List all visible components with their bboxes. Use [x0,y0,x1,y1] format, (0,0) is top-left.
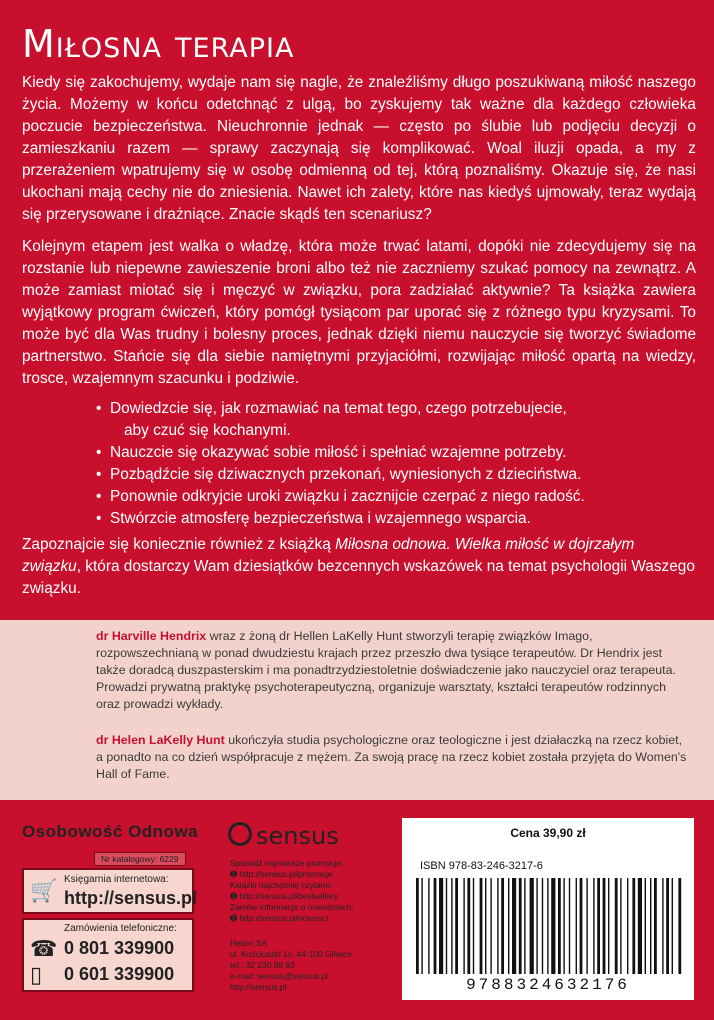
mobile-number: 0 601 339900 [64,964,175,984]
back-cover-footer [0,800,714,1020]
related-book-title: Miłosna odnowa. Wielka miłość w dojrzałym związku [22,536,635,575]
author-name: dr Helen LaKelly Hunt [96,733,225,747]
price-label: Cena 39,90 zł [510,826,586,840]
catalog-number: Nr katalogowy: 6229 [94,852,186,866]
phone-icon: ☎ [30,936,58,961]
list-item: • Nauczcie się okazywać sobie miłość i spełniać wzajemne potrzeby. [96,442,585,464]
publisher-address: Helion SA ul. Kościuszki 1c, 44-100 Gliwice tel.: 32 230 98 63 e-mail: sensus@sensus.pl http://sensus.pl [230,938,352,992]
shop-url[interactable]: http://sensus.pl [64,888,198,908]
list-item: • Dowiedzcie się, jak rozmawiać na temat tego, czego potrzebujecie, aby czuć się kochanymi. [96,398,585,442]
list-item: • Pozbądźcie się dziwacznych przekonań, wyniesionych z dzieciństwa. [96,464,585,486]
online-shop-box[interactable]: 🛒 Księgarnia internetowa: http://sensus.pl [22,868,194,914]
list-item: • Stwórzcie atmosferę bezpieczeństwa i wzajemnego wsparcia. [96,508,585,530]
isbn-label: ISBN 978-83-246-3217-6 [420,860,543,872]
author-bio-hendrix: dr Harville Hendrix wraz z żoną dr Hellen LaKelly Hunt stworzyli terapię związków Imago, rozpowszechnianą w ponad dwudziestu krajach przez przeszło dwa tysiące terapeutów. Dr Hendrix jest także doradcą duszpasterskim i ma ponadtrzydziestoletnie doświadczenie jako nauczyciel oraz terapeuta. Prowadzi prywatną praktykę psychoterapeutyczną, organizuje warsztaty, kształci terapeutów rodzinnych oraz prowadzi wykłady. [96,629,676,711]
authors-section [0,620,714,800]
author-name: dr Harville Hendrix [96,629,207,643]
barcode-icon [412,878,684,974]
promo-info: Sprawdź najnowsze promocje: ➊ http://sensus.pl/promocje Książki najchętniej czytane: ➊ http://sensus.pl/bestsellery Zamów informacje o nowościach: ➊ http://sensus.pl/nowosci [230,858,354,923]
barcode-number: 9788324632176 [466,976,630,994]
paragraph-intro: Kiedy się zakochujemy, wydaje nam się nagle, że znaleźliśmy długo poszukiwaną miłość naszego życia. Możemy w końcu odetchnąć z ulgą, bo zyskujemy tak ważne dla każdego człowieka poczucie bezpieczeństwa. Nieuchronnie jednak — często po ślubie lub podjęciu decyzji o zamieszkaniu razem — sprawy zaczynają się komplikować. Woal iluzji opada, a my z przerażeniem wpatrujemy się w osobę odmienną od tej, którą poznaliśmy. Okazuje się, że nasi ukochani mają cechy nie do zniesienia. Nawet ich zalety, które nas kiedyś ujmowały, teraz wydają się przerysowane i drażniące. Znacie skądś ten scenariusz? [22,74,696,223]
mobile-phone-icon: ▯ [30,962,43,987]
landline-number: 0 801 339900 [64,938,175,958]
author-bio-hunt: dr Helen LaKelly Hunt ukończyła studia psychologiczne oraz teologiczne i jest działaczką na rzecz kobiet, a ponadto na co dzień współpracuje z mężem. Za swoją pracę na rzecz kobiet została przyjęta do Women's Hall of Fame. [96,733,687,781]
sensus-ring-icon [228,822,252,846]
shopping-cart-icon: 🛒 [30,878,58,903]
paragraph-related-book: Zapoznajcie się koniecznie również z książką Miłosna odnowa. Wielka miłość w dojrzałym związku, która dostarczy Wam dziesiątków bezcennych wskazówek na temat psychologii Waszego związku. [22,536,695,597]
page-title: Miłosna terapia [22,22,295,66]
benefits-list [96,398,585,530]
phone-order-box: Zamówienia telefoniczne: ☎ 0 801 339900 ▯ 0 601 339900 [22,918,194,992]
paragraph-power-struggle: Kolejnym etapem jest walka o władzę, która może trwać latami, dopóki nie zdecydujemy się na rozstanie lub niepewne zawieszenie broni albo też nie zaczniemy szukać pomocy na zewnątrz. A może zamiast miotać się i męczyć w związku, pora zadziałać aktywnie? Ta książka zawiera wyjątkowy program ćwiczeń, który pomógł tysiącom par uporać się z różnego typu kryzysami. To może być dla Was trudny i bolesny proces, jednak dzięki niemu nauczycie się tworzyć świadome partnerstwo. Stańcie się dla siebie namiętnymi przyjaciółmi, rozwijając miłość opartą na wiedzy, trosce, wzajemnym szacunku i podziwie. [22,238,696,387]
barcode-box [402,818,694,1000]
list-item: • Ponownie odkryjcie uroki związku i zacznijcie czerpać z niego radość. [96,486,585,508]
series-logo: Osobowość Odnowa [22,822,199,841]
publisher-logo: sensus [228,822,339,850]
